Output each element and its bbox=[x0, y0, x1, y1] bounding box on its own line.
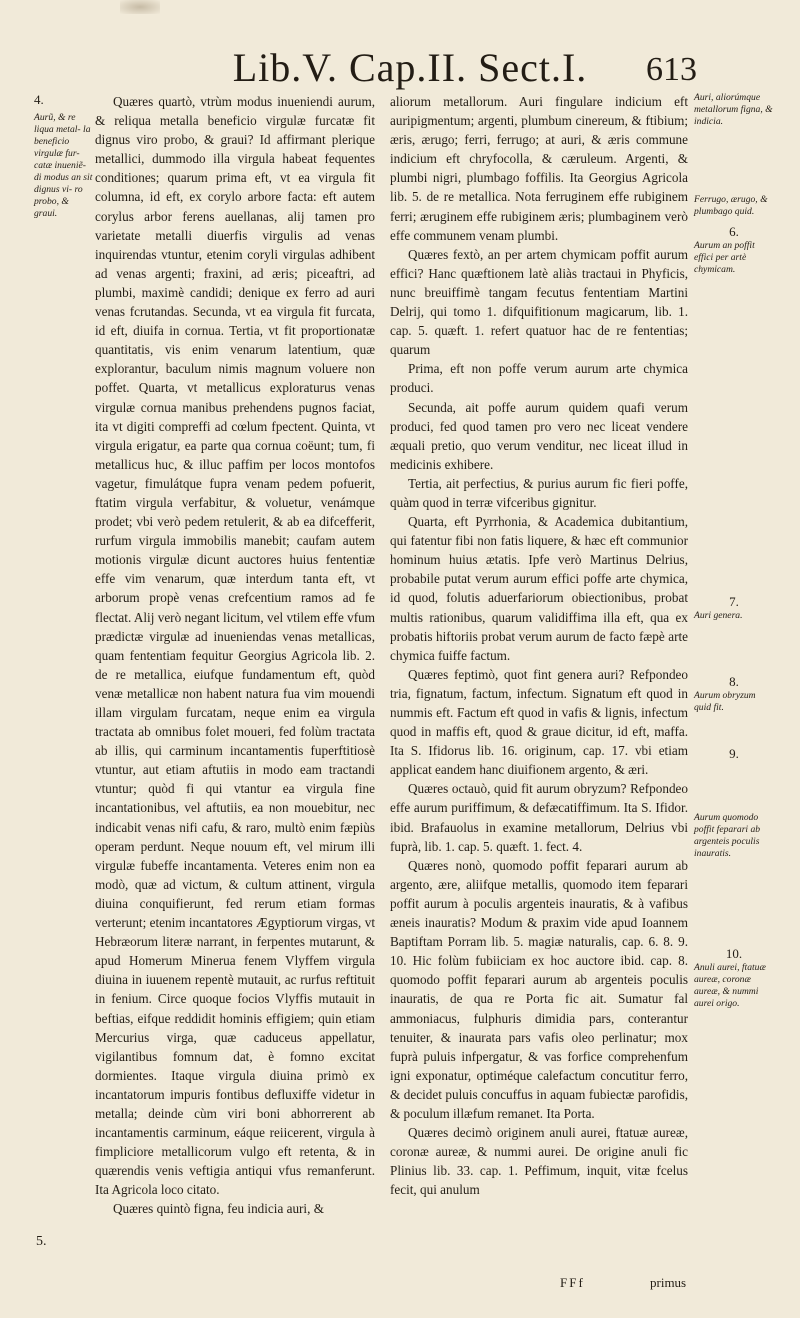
margin-number: 9. bbox=[729, 746, 739, 761]
paragraph: Tertia, ait perfectius, & purius aurum fic fieri poffe, quàm quod in terræ vifceribus gignitur. bbox=[390, 475, 688, 510]
margin-note: Aurum quomodo poffit feparari ab argenteis poculis inauratis. bbox=[694, 812, 761, 859]
margin-note: Ferrugo, ærugo, & plumbago quid. bbox=[694, 194, 768, 217]
margin-number: 10. bbox=[725, 946, 743, 961]
paragraph: Prima, eft non poffe verum aurum arte chymica produci. bbox=[390, 361, 688, 396]
right-margin-notes bbox=[694, 92, 774, 1010]
paragraph: Quæres quartò, vtrùm modus inueniendi aurum, & reliqua metalla beneficio virgulæ furcatæ fit dignus viro probo, & graui? Id affirmant plerique metallici, dummodo illa virgula habeat fequentes conditiones; quarum prima eft, vt ea virgula fit columna, id eft, ex corylo arbore facta: eft autem corylus arbor ferens auellanas, alij tamen pro varietate metalli diuerfis virgulis ad venas inquirendas vtuntur, etenim coryli virgulas adhibent ad venas argenti; fraxini, ad æris; piceaftri, ad plumbi, maximè candidi; denique ex ferro ad auri venas fcrutandas. Secunda, vt ea virgula fit furcata, id eft, diuifa in cornua. Tertia, vt fit proportionatæ quantitatis, vis enim venarum latentium, quæ explorantur, baculum nimis magnum voluere non poffet. Quarta, vt metallicus exploraturus venas virgulæ cornua manibus prehendens pugnos faciat, ita vt digiti compreffi ad cœlum fpectent. Quinta, vt virgula erigatur, ea parte qua cornua coëunt; tum, fi metallicus huc, & illuc paffim per locos montofos vagetur, fimulátque fupra venam pedem pofuerit, ftatim virgula verfabitur, & voluetur, venámque prodet; vbi verò pedem retulerit, & ab ea difcefferit, rurfum virgula immobilis manebit; caufam autem motionis virgulæ dicunt auctores huius fententiæ effe vim venarum, quæ interdum tanta eft, vt arborum propè venas crefcentium ramos ad fe flectat. Alij verò negant licitum, vel vtilem effe vfum prædictæ virgulæ ad inueniendas venas metallicas, quam fententiam fequitur Georgius Agricola lib. 2. de re metallica, eiufque fundamentum eft, quòd venæ metallicæ non habent natura fua vim mouendi illam virgulam furcatam, neque enim ea virgula tractata ab omnibus folet moueri, fed folùm tractata ab illis, qui carminum incantamentis fuperftitiosè vtuntur, aut etiam aftutiis in modo eam tractandi vtuntur; quòd fi qui vtantur ea virgula fine incantationibus, vel aftutiis, ea non mouebitur, nec indicabit venas nifi cafu, & raro, multò enim fæpiùs operam perdunt. Neque nouum eft, vel mirum illi virgulæ fubeffe incantamenta. Veteres enim non ea modò, quæ ad victum, & cultum attinent, virgula diuina conquifierunt, fed rerum etiam formas verterunt; etenim incantatores Ægyptiorum virgas, vt Hebræorum literæ narrant, in ferpentes mutarunt, & apud Homerum Minerua fenem Vlyffem virgula diuina in iuuenem repentè mutauit, ac rurfus reftituit in fenium. Circe quoque focios Vlyffis mutauit in beftias, eifque reddidit hominis effigiem; quin etiam Mercurius virga, quæ caduceus appellatur, vigilantibus fomnum dat, è fomno excitat dormientes. Itaque virgula diuina primò ex incantatorum impuris fontibus defluxiffe videtur in metalla; deinde cùm viri boni abhorrerent ab incantamentis carminum, eáque reiicerent, virgula à fimpliciore metallicorum vulgo eft retenta, & in quærendis venis veftigia antiqui vfus remanferunt. Ita Agricola loco citato. bbox=[95, 94, 375, 1198]
margin-number: 7. bbox=[729, 594, 739, 609]
margin-note: Aurum an poffit effici per artè chymicam. bbox=[694, 240, 755, 275]
page-number: 613 bbox=[646, 51, 697, 88]
paragraph: Quæres feptimò, quot fint genera auri? Refpondeo tria, fignatum, factum, infectum. Signatum eft quod in nummis eft. Factum eft quod in vafis & lignis, infectum quod in maffis eft, quod & graue dicitur, id eft, maffa. Ita S. Ifidorus lib. 16. originum, cap. 17. vbi etiam applicat eandem hanc diuifionem argento, & æri. bbox=[390, 666, 688, 778]
paragraph: Quæres quintò figna, feu indicia auri, & bbox=[113, 1201, 324, 1217]
ink-blot bbox=[120, 0, 160, 14]
margin-note: Aurum obryzum quid fit. bbox=[694, 690, 756, 713]
right-text-column bbox=[390, 92, 688, 1199]
running-title: Lib.V. Cap.II. Sect.I. bbox=[232, 45, 588, 90]
margin-note: Auri genera. bbox=[694, 610, 743, 621]
page-header bbox=[0, 44, 800, 96]
left-text-column bbox=[95, 92, 375, 1219]
paragraph: Quæres decimò originem anuli aurei, ftatuæ aureæ, coronæ aureæ, & nummi aurei. De origine anuli fic Plinius lib. 33. cap. 1. Peffimum, inquit, vitæ fcelus fecit, qui anulum bbox=[390, 1125, 688, 1198]
paragraph: aliorum metallorum. Auri fingulare indicium eft auripigmentum; argenti, plumbum cinereum, & ftibium; æris, ærugo; ferri, ferrugo; at auri, & æris commune indicium eft chryfocolla, & cæruleum. Argenti, & plumbi nigri, plumbago foffilis. Ita Georgius Agricola lib. 5. de re metallica. Nota ferruginem effe rubiginem ferri; æruginem effe rubiginem æris; plumbaginem verò effe communem venam plumbi. bbox=[390, 94, 688, 243]
margin-number: 6. bbox=[729, 224, 739, 239]
margin-note: Anuli aurei, ftatuæ aureæ, coronæ aureæ, & nummi aurei origo. bbox=[694, 962, 766, 1009]
left-margin-notes bbox=[34, 92, 94, 220]
paragraph: Quæres octauò, quid fit aurum obryzum? Refpondeo effe aurum puriffimum, & defæcatiffimum. Ita S. Ifidor. ibid. Brafauolus in examine metallorum, Delrius vbi fuprà, lib. 1. cap. 5. quæft. 1. fect. 4. bbox=[390, 781, 688, 854]
margin-number: 4. bbox=[34, 92, 44, 107]
margin-note: Aurũ, & re liqua metal- la beneficio virgulæ fur- catæ inueniẽ- di modus an sit dignus vi- ro probo, & graui. bbox=[34, 112, 93, 219]
paragraph: Quæres fextò, an per artem chymicam poffit aurum effici? Hanc quæftionem latè aliàs tractaui in Phyficis, nunc breuiffimè tangam fecutus fententiam Martini Delrij, qui tomo 1. difquifitionum magicarum, lib. 1. cap. 5. quæft. 1. refert quatuor hac de re fententias; quarum bbox=[390, 246, 688, 358]
margin-number: 8. bbox=[729, 674, 739, 689]
margin-number: 5. bbox=[36, 1234, 47, 1249]
catchword: primus bbox=[650, 1275, 687, 1290]
signature-mark: FFf bbox=[560, 1275, 585, 1290]
paragraph: Quæres nonò, quomodo poffit feparari aurum ab argento, ære, aliifque metallis, quomodo item feparari poffit aurum à poculis argenteis inauratis, & à vafibus æneis inauratis? Modum & praxim vide apud Ioannem Baptiftam Porram lib. 5. magiæ naturalis, cap. 6. 8. 9. 10. Hic folùm fubiiciam ex hoc auctore ibid. cap. 8. quomodo poffit feparari aurum ab argenteis poculis inauratis, de qua re Porta fic ait. Sumatur fal ammoniacus, fulphuris dimidia pars, conterantur tenuiter, & inaurata pars vafis oleo perlinatur; mox fuprà puluis infpergatur, & vas forfice comprehenfum igni exponatur, optiméque calefactum concutitur ferro, & decidet puluis concuffus in aquam fubiectæ parofidis, & poculum illæfum remanet. Ita Porta. bbox=[390, 857, 688, 1121]
paragraph: Quarta, eft Pyrrhonia, & Academica dubitantium, qui fatentur fibi non fatis liquere, & hæc eft communior hominum huius ætatis. Ipfe verò Martinus Delrius, probabile putat verum aurum effici poffe arte chymica, id quod, folutis aduerfariorum obiectionibus, probat multis rationibus, quarum validiffima illa eft, qua ex probatis hiftoriis probat verum aurum de facto fæpè arte chymica fuiffe factum. bbox=[390, 514, 688, 663]
margin-note: Auri, aliorúmque metallorum figna, & indicia. bbox=[694, 92, 773, 127]
paragraph: Secunda, ait poffe aurum quidem quafi verum produci, fed quod tamen pro vero nec liceat vendere æquali pretio, quo verum venditur, nec liceat illud in medicinis exhibere. bbox=[390, 399, 688, 472]
